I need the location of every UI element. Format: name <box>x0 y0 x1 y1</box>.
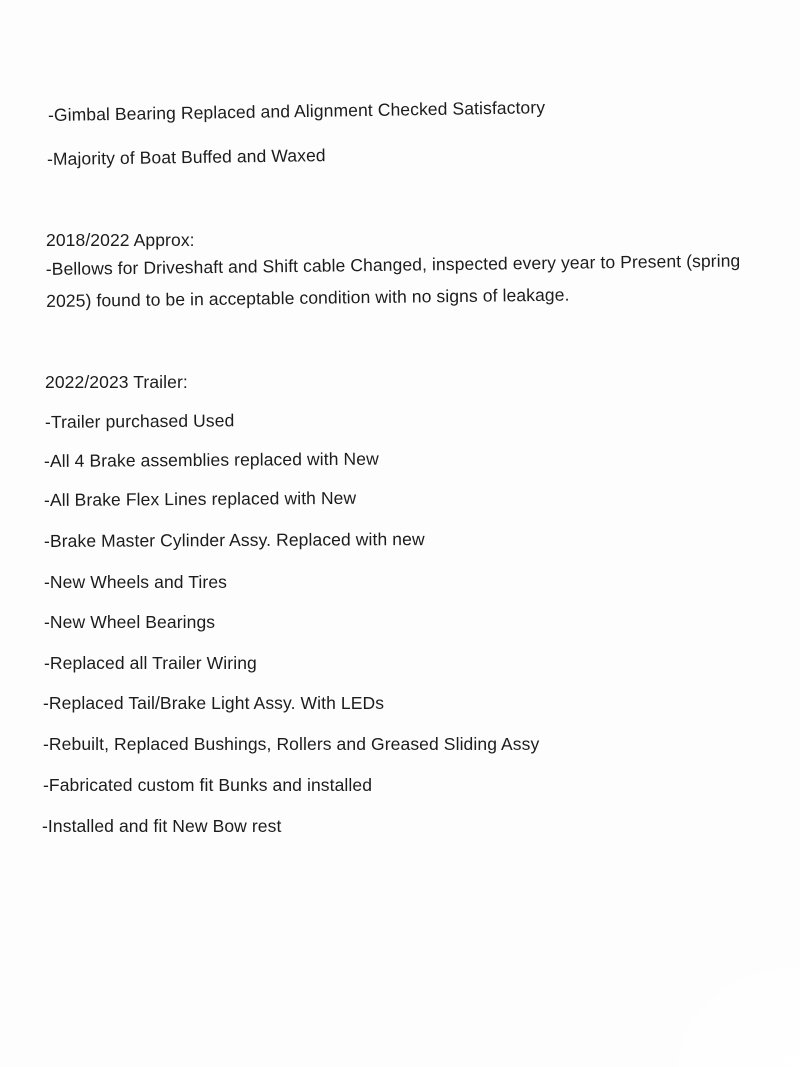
section-heading-2022-2023-trailer: 2022/2023 Trailer: <box>45 372 188 392</box>
rebuilt-bushings-line: -Rebuilt, Replaced Bushings, Rollers and Greased Sliding Assy <box>43 734 540 754</box>
bellows-line: -Bellows for Driveshaft and Shift cable Changed, inspected every year to Present (spring 2025) found to be in acceptable condition with no signs of leakage. <box>45 250 741 311</box>
paper-glare <box>630 927 800 1067</box>
trailer-purchased-line: -Trailer purchased Used <box>44 410 235 432</box>
brake-master-cylinder-line: -Brake Master Cylinder Assy. Replaced with new <box>43 529 425 551</box>
brake-assemblies-line: -All 4 Brake assemblies replaced with New <box>43 448 379 471</box>
gimbal-bearing-line: -Gimbal Bearing Replaced and Alignment Checked Satisfactory <box>47 97 546 125</box>
section-heading-2018-2022: 2018/2022 Approx: <box>46 230 195 250</box>
tail-brake-light-line: -Replaced Tail/Brake Light Assy. With LEDs <box>43 693 385 713</box>
boat-buffed-line: -Majority of Boat Buffed and Waxed <box>46 145 326 169</box>
trailer-wiring-line: -Replaced all Trailer Wiring <box>44 653 257 673</box>
bow-rest-line: -Installed and fit New Bow rest <box>42 816 282 836</box>
wheel-bearings-line: -New Wheel Bearings <box>44 612 216 632</box>
custom-bunks-line: -Fabricated custom fit Bunks and installed <box>43 775 373 795</box>
brake-flex-lines-line: -All Brake Flex Lines replaced with New <box>43 487 357 510</box>
wheels-tires-line: -New Wheels and Tires <box>44 572 227 592</box>
